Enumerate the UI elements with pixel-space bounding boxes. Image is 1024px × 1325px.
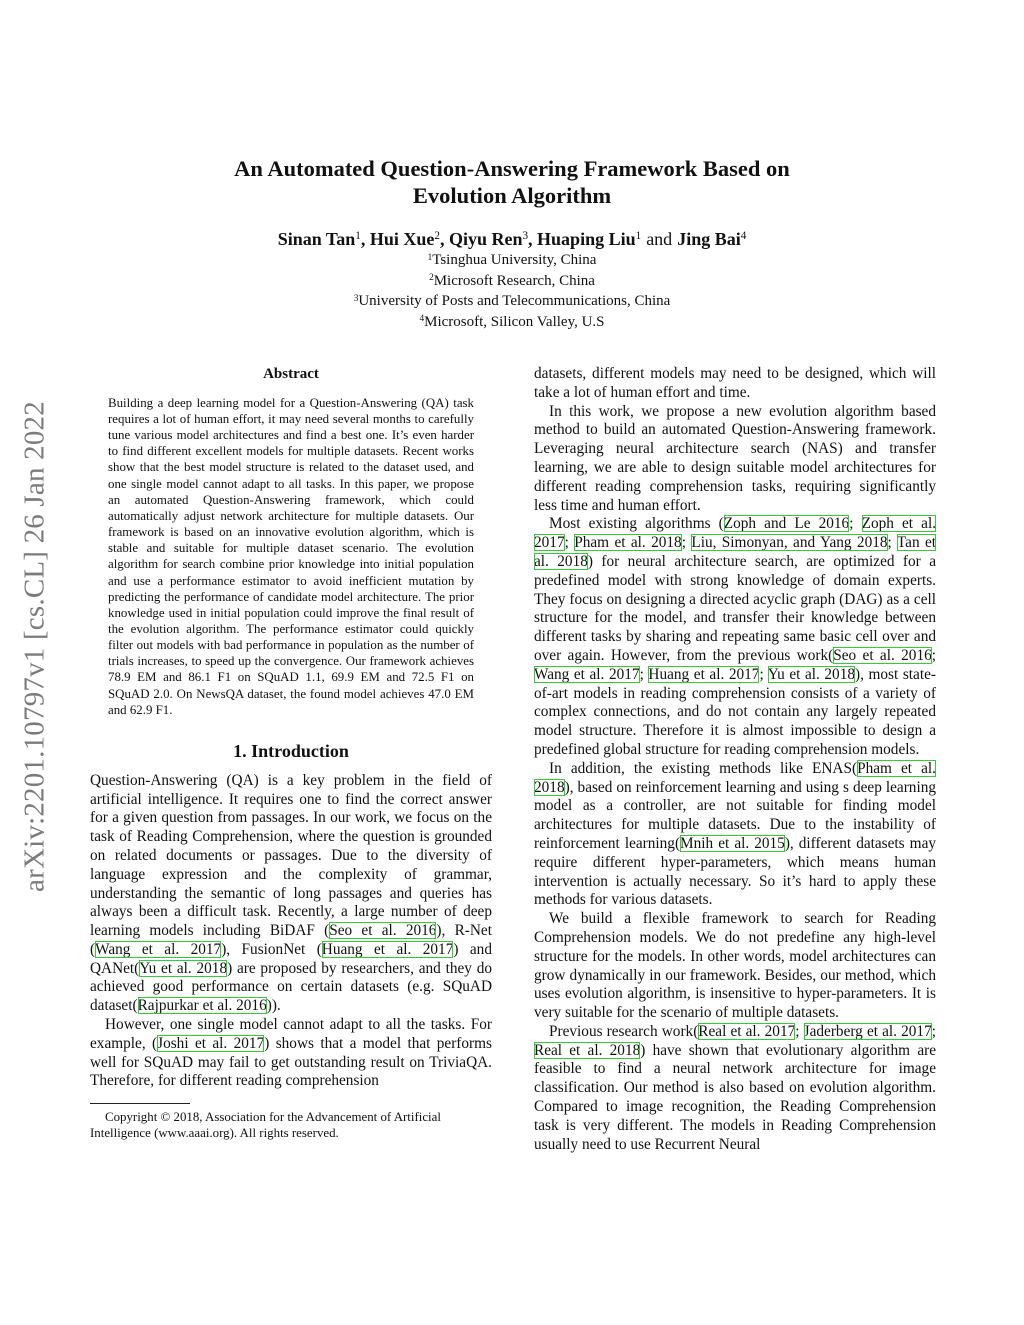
left-column	[90, 365, 492, 1142]
right-paragraph-3: In addition, the existing methods like ENAS(Pham et al. 2018), based on reinforcement learning and using s deep learning model as a controller, are not suitable for finding model architectures for multiple datasets. Due to the instability of reinforcement learning(Mnih et al. 2015), different datasets may require different hyper-parameters, which means human intervention is actually necessary. So it’s hard to apply these methods for various datasets.	[534, 759, 937, 909]
citation-link[interactable]: Pham et al. 2018	[574, 534, 682, 552]
citation-link[interactable]: Real et al. 2018	[534, 1041, 641, 1059]
affiliation-sup: 2	[429, 273, 434, 284]
affiliation-line	[120, 271, 904, 292]
citation-link[interactable]: Wang et al. 2017	[95, 940, 222, 958]
citation-link[interactable]: Rajpurkar et al. 2016	[137, 997, 267, 1015]
title-line-1: An Automated Question-Answering Framework Based on	[234, 156, 790, 181]
intro-paragraph-2: However, one single model cannot adapt to all the tasks. For example, (Joshi et al. 2017) shows that a model that performs well for SQuAD may fail to get outstanding result on TriviaQA. Therefore, for different reading comprehension	[90, 1016, 492, 1090]
citation-link[interactable]: Joshi et al. 2017	[157, 1034, 265, 1052]
citation-link[interactable]: Mnih et al. 2015	[680, 834, 785, 852]
right-paragraph-5: Previous research work(Real et al. 2017; Jaderberg et al. 2017; Real et al. 2018) have shown that evolutionary algorithm are feasible to find a neural network architecture for image classification. Our method is also based on evolution algorithm. Compared to image recognition, the Reading Comprehension task is very different. The models in Reading Comprehension usually need to use Recurrent Neural	[534, 1022, 936, 1153]
right-column	[534, 365, 936, 1154]
citation-link[interactable]: Seo et al. 2016	[329, 922, 437, 940]
author-name: Qiyu Ren	[448, 229, 523, 249]
citation-link[interactable]: Huang et al. 2017	[648, 665, 760, 683]
author-separator: ,	[360, 229, 370, 249]
author-sup: 1	[355, 230, 361, 243]
citation-link[interactable]: Zoph et al. 2017	[534, 515, 937, 552]
citation-link[interactable]: Liu, Simonyan, and Yang 2018	[691, 534, 888, 552]
section-heading-introduction: 1. Introduction	[233, 740, 349, 761]
citation-link[interactable]: Jaderberg et al. 2017	[803, 1022, 932, 1040]
intro-paragraph-1: Question-Answering (QA) is a key problem in the field of artificial intelligence. It requires one to find the correct answer for a given question from passages. In our work, we focus on the task of Reading Comprehension, where the question is grounded on related documents or passages. Due to the diversity of language expression and the complexity of grammar, understanding the semantic of long passages and queries has always been a difficult task. Recently, a large number of deep learning models including BiDAF (Seo et al. 2016), R-Net (Wang et al. 2017), FusionNet (Huang et al. 2017) and QANet(Yu et al. 2018) are proposed by researchers, and they do achieved good performance on certain datasets (e.g. SQuAD dataset(Rajpurkar et al. 2016)).	[90, 771, 492, 1015]
citation-link[interactable]: Real et al. 2017	[698, 1022, 796, 1040]
affiliation-text: Microsoft, Silicon Valley, U.S	[424, 313, 605, 330]
right-paragraph-2: Most existing algorithms (Zoph and Le 2016; Zoph et al. 2017; Pham et al. 2018; Liu, Simonyan, and Yang 2018; Tan et al. 2018) for neural architecture search, are optimized for a predefined model with strong knowledge of domain experts. They focus on designing a directed acyclic graph (DAG) as a cell structure for the model, and transfer their knowledge between different tasks by sharing and repeating same basic cell over and over again. However, from the previous work(Seo et al. 2016; Wang et al. 2017; Huang et al. 2017; Yu et al. 2018), most state-of-art models in reading comprehension consists of a variety of complex connections, and do not contain any largely repeated model structure. Therefore it is almost impossible to design a predefined global structure for reading comprehension models.	[534, 515, 937, 758]
abstract-heading: Abstract	[263, 366, 319, 382]
author-sup: 2	[434, 230, 440, 243]
abstract-body: Building a deep learning model for a Question-Answering (QA) task requires a lot of human effort, it may need several months to carefully tune various model architectures and find a best one. It’s even harder to find different excellent models for multiple datasets. Recent works show that the best model structure is related to the dataset used, and one single model cannot adapt to all tasks. In this paper, we propose an automated Question-Answering framework, which could automatically adjust network architecture for multiple datasets. Our framework is based on an innovative evolution algorithm, which is stable and suitable for multiple dataset scenario. The evolution algorithm for search combine prior knowledge into initial population and use a performance estimator to avoid inefficient mutation by predicting the performance of candidate model architecture. The prior knowledge used in initial population could improve the final result of the evolution algorithm. The performance estimator could quickly filter out models with bad performance in population as the number of trials increases, to speed up the convergence. Our framework achieves 78.9 EM and 86.1 F1 on SQuAD 1.1, 69.9 EM and 72.5 F1 on SQuAD 2.0. On NewsQA dataset, the found model achieves 47.0 EM and 62.9 F1.	[108, 395, 474, 717]
title-line-2: Evolution Algorithm	[412, 183, 612, 208]
affiliation-line	[120, 250, 904, 271]
affiliations	[120, 250, 904, 332]
citation-link[interactable]: Yu et al. 2018	[139, 959, 228, 977]
author-name: Hui Xue	[369, 229, 435, 249]
citation-link[interactable]: Tan et al. 2018	[534, 534, 937, 570]
copyright-footnote: Copyright © 2018, Association for the Advancement of Artificial Intelligence (www.aaai.org). All rights reserved.	[90, 1110, 441, 1141]
citation-link[interactable]: Seo et al. 2016	[833, 646, 932, 664]
author-separator: ,	[528, 229, 538, 249]
author-name: Jing Bai	[677, 229, 741, 249]
author-list	[120, 228, 904, 250]
author-and: and	[646, 229, 673, 249]
citation-link[interactable]: Wang et al. 2017	[534, 665, 640, 683]
citation-link[interactable]: Zoph and Le 2016	[723, 515, 850, 533]
affiliation-line	[120, 312, 904, 333]
footnote-divider	[90, 1103, 190, 1104]
right-paragraph-1: In this work, we propose a new evolution algorithm based method to build an automated Question-Answering framework. Leveraging neural architecture search (NAS) and transfer learning, we are able to design suitable model architectures for different reading comprehension tasks, requiring significantly less time and human effort.	[534, 402, 936, 514]
affiliation-text: Tsinghua University, China	[432, 252, 597, 268]
affiliation-sup: 3	[353, 293, 359, 304]
author-sup: 3	[522, 230, 529, 243]
right-paragraph-4: We build a flexible framework to search for Reading Comprehension models. We do not predefine any high-level structure for the models. In other words, model architectures can grow dynamically in our framework. Besides, our method, which uses evolution algorithm, is insensitive to hyper-parameters. It is very suitable for the scenario of multiple datasets.	[534, 910, 936, 1022]
affiliation-text: University of Posts and Telecommunications, China	[358, 293, 671, 309]
author-sup: 1	[635, 230, 642, 243]
affiliation-sup: 4	[419, 314, 425, 325]
arxiv-identifier: arXiv:2201.10797v1 [cs.CL] 26 Jan 2022	[18, 401, 51, 892]
citation-link[interactable]: Yu et al. 2018	[767, 665, 855, 683]
author-separator: ,	[439, 229, 449, 249]
affiliation-sup: 1	[427, 252, 433, 263]
right-paragraph-0: datasets, different models may need to be designed, which will take a lot of human effort and time.	[534, 365, 936, 401]
citation-link[interactable]: Huang et al. 2017	[321, 940, 454, 958]
citation-link[interactable]: Pham et al. 2018	[534, 759, 936, 796]
author-name: Sinan Tan	[277, 229, 356, 249]
affiliation-text: Microsoft Research, China	[433, 272, 595, 289]
paper-title	[150, 155, 874, 209]
affiliation-line	[120, 291, 904, 312]
author-sup: 4	[740, 230, 747, 243]
author-name: Huaping Liu	[537, 229, 636, 249]
